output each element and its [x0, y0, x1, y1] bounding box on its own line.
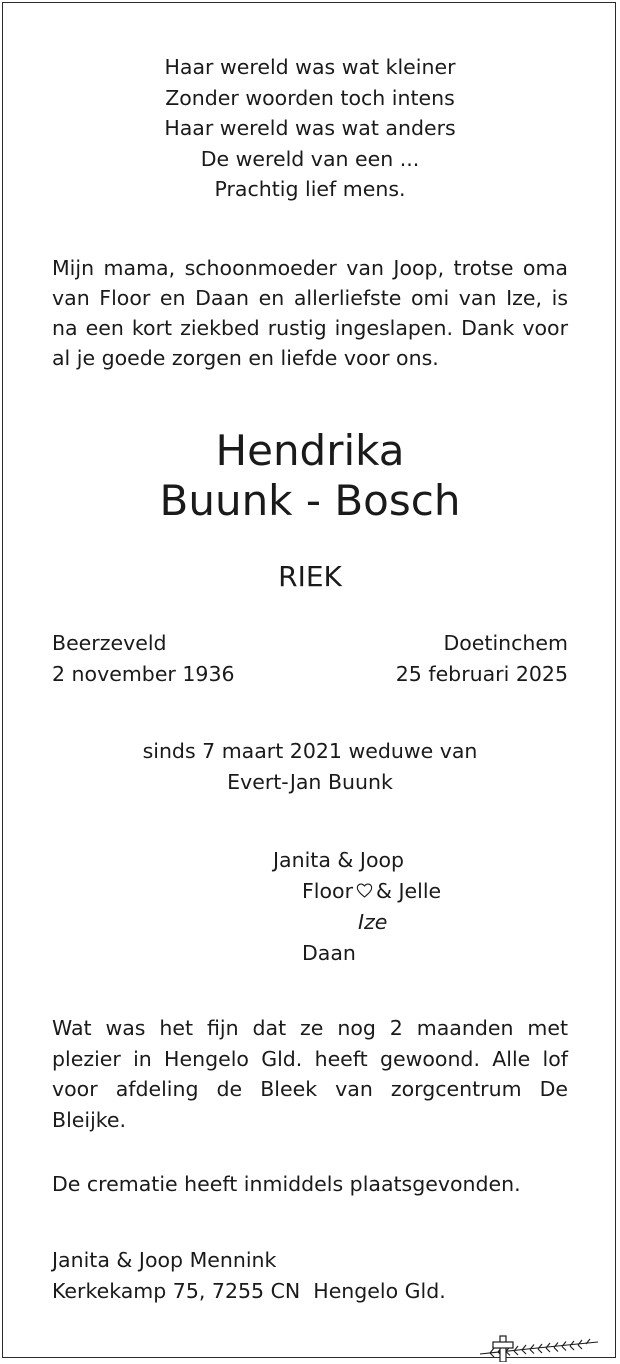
cremation-note: De crematie heeft inmiddels plaatsgevonden. — [52, 1172, 521, 1196]
death-place: Doetinchem — [443, 631, 568, 655]
poem-line: Zonder woorden toch intens — [165, 85, 455, 110]
widow-note — [0, 736, 620, 798]
address-street: Kerkekamp 75, 7255 CN Hengelo Gld. — [52, 1278, 446, 1303]
birth-info — [52, 628, 235, 690]
heart-outline-icon — [356, 877, 373, 908]
correspondence-address — [52, 1245, 446, 1306]
poem-line: De wereld van een ... — [200, 146, 420, 171]
death-date: 25 februari 2025 — [395, 662, 568, 686]
birth-place: Beerzeveld — [52, 631, 167, 655]
address-name: Janita & Joop Mennink — [52, 1248, 277, 1272]
family-grandchild: Ize — [358, 910, 388, 934]
child1-partner: & Jelle — [376, 879, 442, 903]
poem-line: Prachtig lief mens. — [214, 177, 406, 201]
family-parents: Janita & Joop — [273, 848, 405, 872]
deceased-surname: Buunk - Bosch — [159, 476, 461, 525]
death-info — [396, 628, 568, 690]
poem-line: Haar wereld was wat kleiner — [164, 55, 456, 79]
poem-line: Haar wereld was wat anders — [164, 116, 456, 140]
child1-name: Floor — [302, 879, 353, 903]
poem — [0, 52, 620, 205]
closing-paragraph: Wat was het fijn dat ze nog 2 maanden met plezier in Hengelo Gld. heeft gewoond. Alle lof voor afdeling de Bleek van zorgcentrum De Bleijke. — [52, 1016, 568, 1132]
cross-branch-emblem-icon — [476, 1332, 606, 1362]
intro-paragraph: Mijn mama, schoonmoeder van Joop, trotse oma van Floor en Daan en allerliefste omi van Ize, is na een kort ziekbed rustig ingeslapen. Dank voor al je goede zorgen en liefde voor ons. — [52, 256, 568, 370]
widow-spouse: Evert-Jan Buunk — [227, 770, 393, 794]
family-child1 — [302, 876, 441, 909]
deceased-first-name: Hendrika — [215, 426, 405, 475]
deceased-nickname: RIEK — [278, 560, 342, 593]
widow-line: sinds 7 maart 2021 weduwe van — [142, 739, 478, 763]
family-child2: Daan — [302, 941, 356, 965]
birth-date: 2 november 1936 — [52, 662, 235, 686]
